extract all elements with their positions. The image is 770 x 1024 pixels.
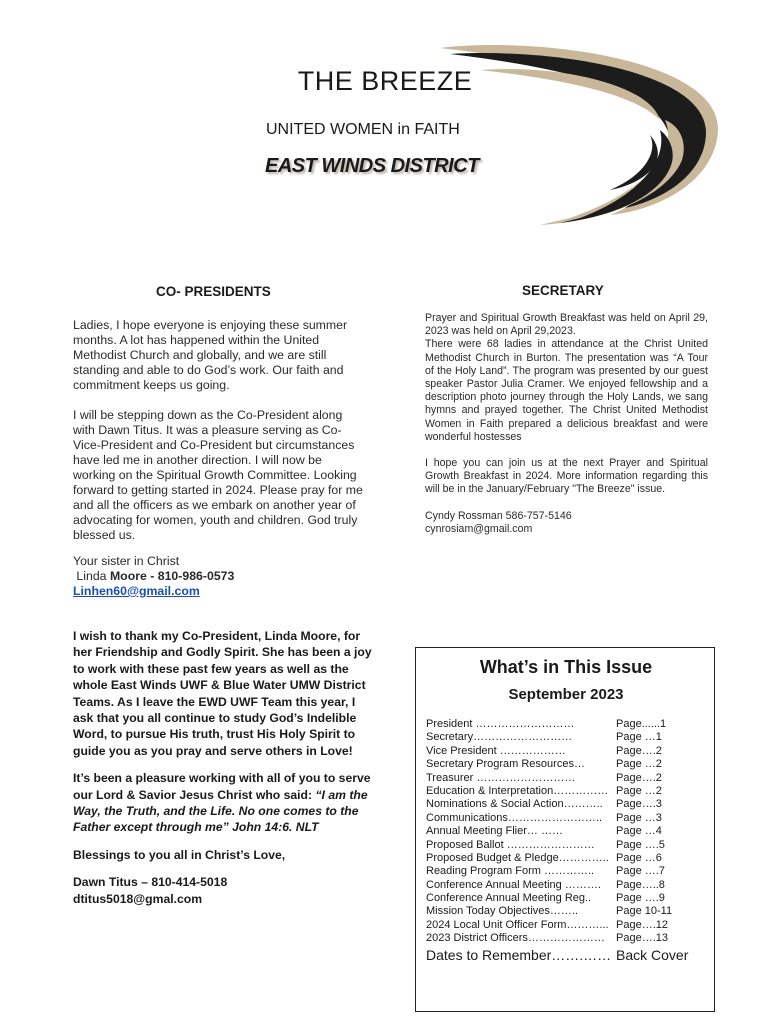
toc-item-page: Page …1 [616,731,662,744]
toc-item[interactable] [426,758,706,771]
toc-item[interactable] [426,718,706,731]
dawn-message-paragraph [73,770,373,836]
toc-item[interactable] [426,812,706,825]
toc-item-label: Conference Annual Meeting ………. [426,878,601,891]
toc-item[interactable] [426,879,706,892]
dawn-signature-name: Dawn Titus – 810-414-5018 [73,875,228,890]
toc-item-label: Treasurer ……………………… [426,771,576,784]
toc-item-label: Education & Interpretation…………… [426,784,609,797]
district-name: EAST WINDS DISTRICT [265,155,479,177]
toc-item-label: Dates to Remember…….…… [426,947,612,963]
dawn-message [73,628,373,907]
toc-item-label: Mission Today Objectives…….. [426,905,579,918]
toc-item-page: Page….2 [616,771,662,784]
scripture-quote: “I am the Way, the Truth, and the Life. No one comes to the Father except through me” John 14:6. NLT [73,787,368,835]
toc-item-page: Page ….5 [616,838,665,851]
toc-item-page: Page….12 [616,918,668,931]
co-presidents-signature [73,554,234,599]
toc-item-label: Reading Program Form ………….. [426,865,595,878]
secretary-paragraph: I hope you can join us at the next Prayer and Spiritual Growth Breakfast in 2024. More information regarding this will be in the January/February "The Breeze" issue. [425,457,708,496]
toc-item-page: Page…..8 [616,878,665,891]
toc-item[interactable] [426,892,706,905]
toc-item-page: Page …2 [616,784,662,797]
table-of-contents [426,718,706,946]
toc-item-page: Page …6 [616,851,662,864]
secretary-paragraph: There were 68 ladies in attendance at the Christ United Methodist Church in Burton. The presentation was “A Tour of the Holy Land”. The program was presented by our guest speaker Pastor Julia Cramer. We enjoyed fellowship and a description photo journey through the Holy Lands, we sang hymns and prayed together. The Christ United Methodist Women in Faith prepared a delicious breakfast and were wonderful hostesses [425,338,708,443]
co-presidents-paragraph: I will be stepping down as the Co-President along with Dawn Titus. It was a pleasure serving as Co-Vice-President and Co-President but circumstances have led me in another direction. I will now be working on the Spiritual Growth Committee. Looking forward to getting started in 2024. Please pray for me and all the officers as we embark on another year of advocating for women, youth and children. God truly blessed us. [73,408,363,542]
toc-item-page: Page….3 [616,798,662,811]
issue-contents-title: What’s in This Issue [479,657,653,677]
toc-item-label: Secretary……………………… [426,731,573,744]
secretary-contact-email: cynrosiam@gmail.com [425,522,533,535]
toc-item[interactable] [426,919,706,932]
secretary-paragraph: Prayer and Spiritual Growth Breakfast was held on April 29, 2023 was held on April 29,2023. [425,312,708,338]
dawn-message-lead: It’s been a pleasure working with all of you to serve our Lord & Savior Jesus Christ who said: [73,771,371,802]
dawn-blessing: Blessings to you all in Christ’s Love, [73,847,286,862]
toc-item[interactable] [426,731,706,744]
newsletter-title: THE BREEZE [297,66,473,96]
toc-item-page: Page ….7 [616,865,665,878]
toc-item[interactable] [426,839,706,852]
secretary-body [425,312,708,536]
toc-item-label: Secretary Program Resources… [426,758,585,771]
co-presidents-body [73,318,363,558]
toc-item-page: Page 10-11 [616,905,673,918]
dawn-message-paragraph: I wish to thank my Co-President, Linda Moore, for her Friendship and Godly Spirit. She has been a joy to work with these past few years as well as the whole East Winds UWF & Blue Water UMW District Teams. As I leave the EWD UWF Team this year, I ask that you all continue to study God’s Indelible Word, to pursue His truth, trust His Holy Spirit to guide you as you pray and serve others in Love! [73,629,372,758]
toc-item-page: Page….13 [616,932,668,945]
toc-item-label: Nominations & Social Action……….. [426,798,603,811]
toc-item-label: President ……………………… [426,718,575,730]
toc-item-label: Proposed Budget & Pledge………….. [426,851,609,864]
toc-item[interactable] [426,905,706,918]
toc-item[interactable] [426,745,706,758]
toc-item-page: Back Cover [616,947,689,963]
toc-item-label: Proposed Ballot …………………… [426,838,595,851]
toc-item-label: Conference Annual Meeting Reg.. [426,892,592,905]
toc-item-label: 2023 District Officers………………… [426,932,605,945]
toc-item-dates[interactable] [426,947,689,963]
toc-item-label: Communications…………………….. [426,811,603,824]
secretary-heading: SECRETARY [522,283,604,298]
co-presidents-heading: CO- PRESIDENTS [156,284,271,299]
issue-month: September 2023 [508,686,624,703]
toc-item-page: Page….2 [616,744,662,757]
signature-name [73,569,234,584]
toc-item[interactable] [426,772,706,785]
toc-item-label: Annual Meeting Flier… …… [426,825,563,838]
toc-item[interactable] [426,865,706,878]
signature-first-name: Linda [76,569,107,583]
signature-closing: Your sister in Christ [73,554,180,568]
toc-item-page: Page …2 [616,758,662,771]
newsletter-subtitle: UNITED WOMEN in FAITH [266,121,460,138]
toc-item-label: 2024 Local Unit Officer Form………... [426,918,609,931]
co-presidents-paragraph: Ladies, I hope everyone is enjoying these summer months. A lot has happened within the United Methodist Church and globally, and we are still standing and able to do God’s work. Our faith and commitment keeps us going. [73,318,348,392]
toc-item[interactable] [426,825,706,838]
toc-item-page: Page …4 [616,825,662,838]
dawn-signature-email: dtitus5018@gmal.com [73,891,203,906]
toc-item-page: Page......1 [616,718,667,730]
toc-item-label: Vice President ……………… [426,744,566,757]
toc-item-page: Page …3 [616,811,662,824]
toc-item[interactable] [426,785,706,798]
toc-item-page: Page ….9 [616,892,665,905]
toc-item[interactable] [426,852,706,865]
signature-last-name-phone: Moore - 810-986-0573 [109,569,235,583]
linda-email-link[interactable]: Linhen60@gmail.com [73,584,200,598]
secretary-contact-name: Cyndy Rossman 586-757-5146 [425,509,572,522]
issue-contents-box [415,647,715,1012]
toc-item[interactable] [426,932,706,945]
toc-item[interactable] [426,798,706,811]
